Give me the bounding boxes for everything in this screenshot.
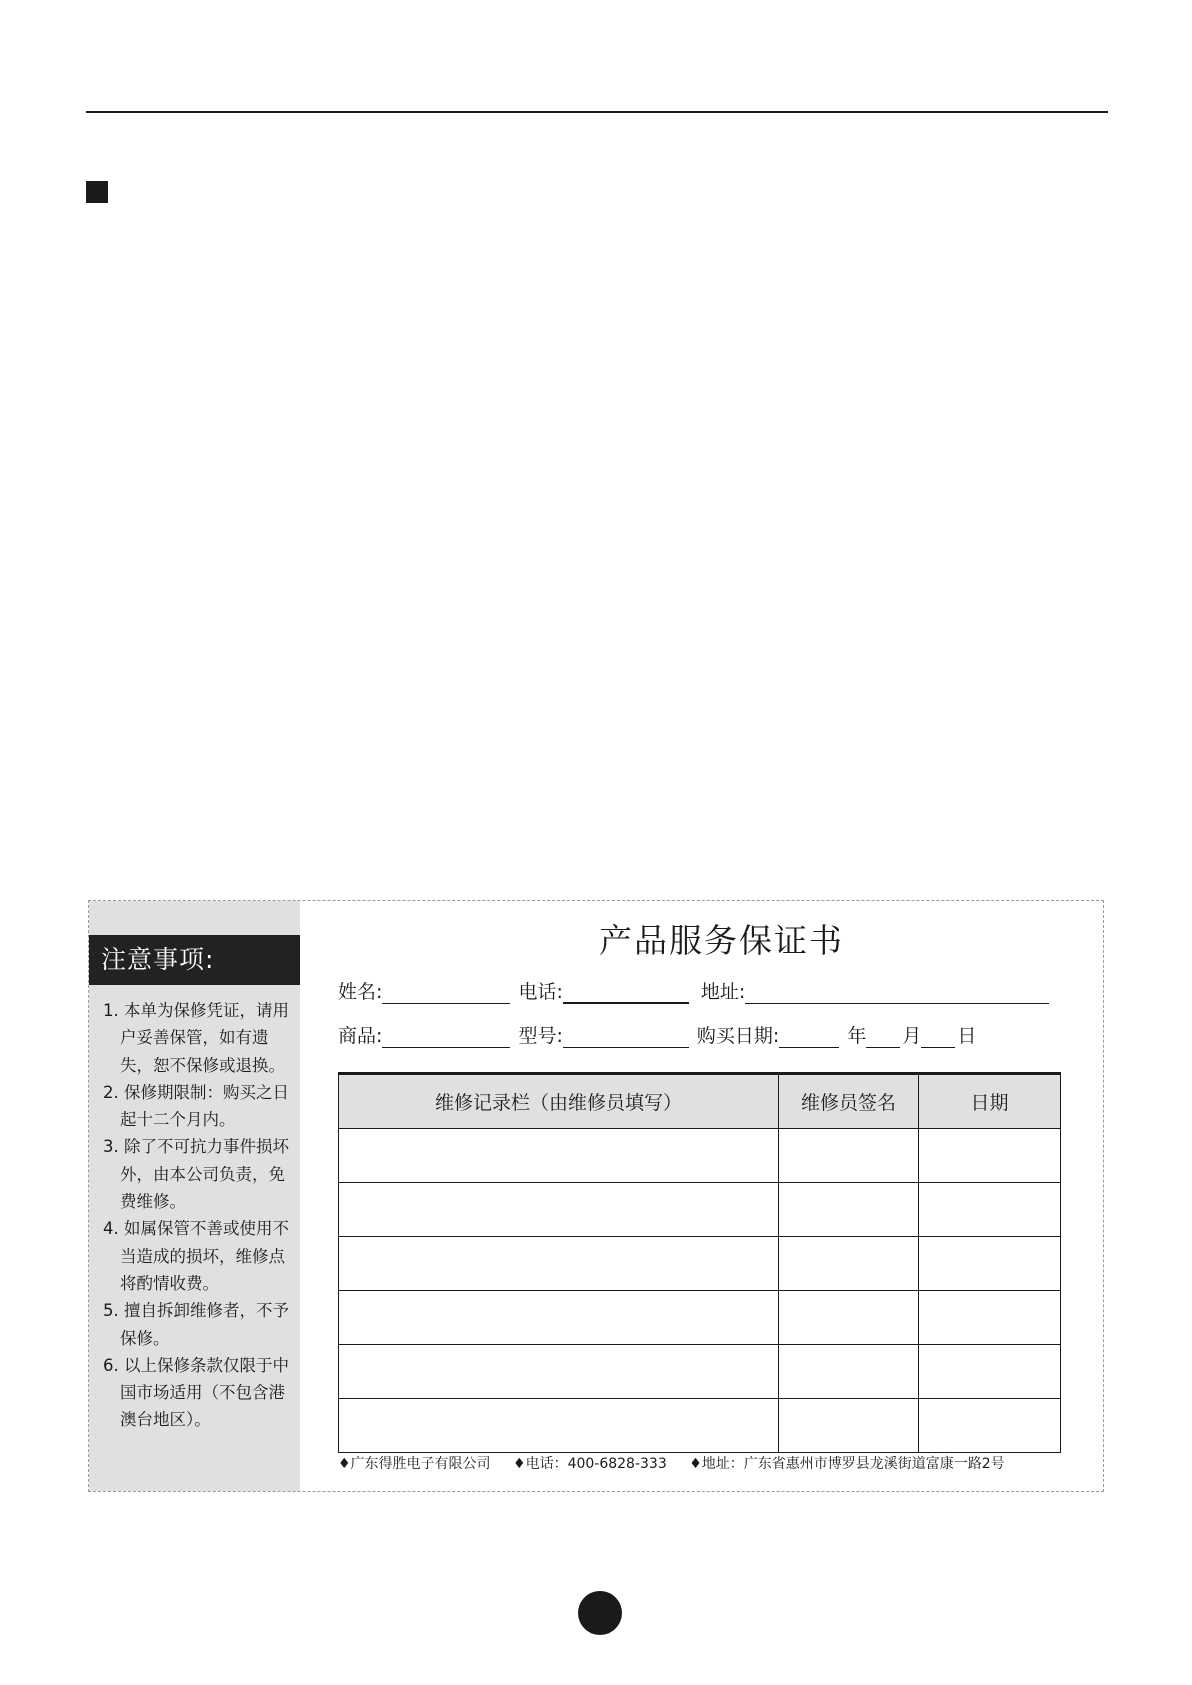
purchase-year-field[interactable] <box>779 1027 839 1048</box>
repair-record-table <box>338 1072 1061 1453</box>
technician-signature-header: 维修员签名 <box>779 1074 919 1129</box>
month-label: 月 <box>902 1025 922 1047</box>
model-label: 型号: <box>518 1025 563 1047</box>
day-label: 日 <box>957 1025 977 1047</box>
form-title: 产品服务保证书 <box>599 921 844 960</box>
company-name: ♦广东得胜电子有限公司 <box>338 1456 491 1472</box>
company-phone: ♦电话：400-6828-333 <box>513 1456 667 1472</box>
warranty-card <box>88 900 1104 1492</box>
address-field[interactable] <box>745 983 1049 1004</box>
product-field[interactable] <box>382 1027 510 1048</box>
signature-cell[interactable] <box>779 1399 919 1453</box>
purchase-date-label: 购买日期: <box>696 1025 780 1047</box>
repair-record-header: 维修记录栏（由维修员填写） <box>339 1074 779 1129</box>
repair-record-cell[interactable] <box>339 1345 779 1399</box>
date-header: 日期 <box>919 1074 1061 1129</box>
table-row <box>339 1399 1061 1453</box>
company-address: ♦地址：广东省惠州市博罗县龙溪街道富康一路2号 <box>689 1456 1005 1472</box>
table-row <box>339 1291 1061 1345</box>
notes-item: 4. 如属保管不善或使用不当造成的损坏，维修点将酌情收费。 <box>103 1219 289 1293</box>
repair-record-cell[interactable] <box>339 1183 779 1237</box>
notes-item: 5. 擅自拆卸维修者，不予保修。 <box>103 1301 289 1348</box>
header-rule <box>86 111 1108 113</box>
date-cell[interactable] <box>919 1237 1061 1291</box>
page-number-marker <box>578 1591 622 1635</box>
table-row <box>339 1129 1061 1183</box>
product-info-row <box>338 1021 976 1048</box>
notes-item: 3. 除了不可抗力事件损坏外，由本公司负责，免费维修。 <box>103 1137 289 1212</box>
table-row <box>339 1345 1061 1399</box>
notes-panel <box>89 901 300 1491</box>
repair-record-cell[interactable] <box>339 1237 779 1291</box>
table-row <box>339 1237 1061 1291</box>
date-cell[interactable] <box>919 1129 1061 1183</box>
notes-item: 1. 本单为保修凭证，请用户妥善保管，如有遗失，恕不保修或退换。 <box>103 1001 289 1075</box>
phone-label: 电话: <box>518 981 563 1003</box>
notes-item: 6. 以上保修条款仅限于中国市场适用（不包含港澳台地区）。 <box>103 1355 289 1430</box>
purchase-day-field[interactable] <box>921 1027 955 1048</box>
company-footer <box>338 1453 1023 1473</box>
repair-record-cell[interactable] <box>339 1399 779 1453</box>
repair-record-cell[interactable] <box>339 1129 779 1183</box>
table-header-row <box>339 1074 1061 1129</box>
section-marker <box>86 181 108 203</box>
phone-field[interactable] <box>563 982 689 1004</box>
repair-record-cell[interactable] <box>339 1291 779 1345</box>
model-field[interactable] <box>563 1027 689 1048</box>
notes-item: 2. 保修期限制：购买之日起十二个月内。 <box>103 1082 289 1130</box>
year-label: 年 <box>847 1025 867 1047</box>
signature-cell[interactable] <box>779 1237 919 1291</box>
notes-title: 注意事项: <box>89 935 300 985</box>
name-label: 姓名: <box>338 981 383 1003</box>
signature-cell[interactable] <box>779 1291 919 1345</box>
customer-info-row <box>338 977 1051 1004</box>
notes-list <box>103 997 289 1434</box>
purchase-month-field[interactable] <box>866 1027 900 1048</box>
date-cell[interactable] <box>919 1399 1061 1453</box>
table-row <box>339 1183 1061 1237</box>
signature-cell[interactable] <box>779 1345 919 1399</box>
signature-cell[interactable] <box>779 1129 919 1183</box>
date-cell[interactable] <box>919 1183 1061 1237</box>
product-label: 商品: <box>338 1025 383 1047</box>
warranty-form <box>300 901 1103 1491</box>
name-field[interactable] <box>382 983 510 1004</box>
address-label: 地址: <box>700 981 746 1003</box>
date-cell[interactable] <box>919 1291 1061 1345</box>
signature-cell[interactable] <box>779 1183 919 1237</box>
date-cell[interactable] <box>919 1345 1061 1399</box>
